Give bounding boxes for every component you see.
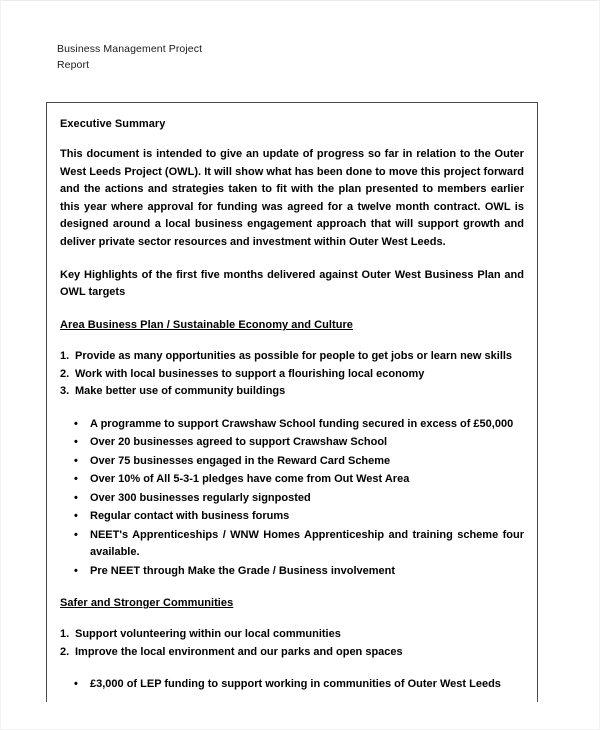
list-item-label: Provide as many opportunities as possible for people to get jobs or learn new skills: [75, 350, 513, 362]
section-heading-area-business-plan: Area Business Plan / Sustainable Economy and Culture: [60, 319, 353, 331]
list-item-label: Over 300 businesses regularly signposted: [90, 491, 311, 504]
numbered-list-safer-stronger-communities: [60, 626, 524, 661]
list-item-label: Work with local businesses to support a flourishing local economy: [75, 367, 425, 380]
list-item: [60, 508, 524, 526]
document-header-line-1: Business Management Project: [57, 43, 203, 55]
bullet-icon: •: [74, 678, 78, 690]
bullet-icon: •: [74, 491, 78, 504]
list-item: [60, 434, 524, 452]
list-item-label: A programme to support Crawshaw School funding secured in excess of £50,000: [90, 417, 514, 430]
bullet-icon: •: [74, 564, 78, 577]
list-item-label: Over 10% of All 5-3-1 pledges have come from Out West Area: [90, 473, 410, 485]
bullet-list-safer-stronger-communities: [60, 676, 524, 694]
list-item: [60, 348, 524, 366]
list-item: [60, 416, 524, 434]
bullet-icon: •: [74, 473, 78, 485]
list-item-number: 2.: [60, 645, 70, 658]
list-item-label: NEET's Apprenticeships / WNW Homes Apprenticeship and training scheme four available.: [90, 528, 524, 558]
bullet-icon: •: [74, 528, 78, 541]
list-item-label: Over 20 businesses agreed to support Crawshaw School: [90, 436, 388, 448]
document-header-line-2: Report: [57, 59, 90, 71]
list-item-number: 2.: [60, 367, 70, 380]
bullet-icon: •: [74, 510, 78, 522]
list-item-number: 1.: [60, 628, 70, 640]
bullet-icon: •: [74, 436, 78, 448]
list-item-label: Improve the local environment and our parks and open spaces: [75, 645, 403, 658]
list-item-label: Over 75 businesses engaged in the Reward Card Scheme: [90, 454, 391, 467]
list-item-label: Pre NEET through Make the Grade / Business involvement: [90, 564, 396, 577]
list-item-number: 3.: [60, 385, 70, 397]
list-item-number: 1.: [60, 350, 70, 362]
list-item: [60, 490, 524, 508]
bullet-list-area-business-plan: [60, 416, 524, 581]
key-highlights-paragraph: Key Highlights of the first five months delivered against Outer West Business Plan and OWL targets: [60, 269, 524, 298]
executive-summary-heading: Executive Summary: [60, 118, 166, 130]
section-heading-safer-stronger-communities: Safer and Stronger Communities: [60, 597, 234, 609]
list-item: [60, 626, 524, 644]
bullet-icon: •: [74, 454, 78, 467]
executive-summary-paragraph: This document is intended to give an update of progress so far in relation to the Outer West Leeds Project (OWL). It will show what has been done to move this project forward and the actions and strategies taken to fit with the plan presented to members earlier this year where approval for funding was agreed for a twelve month contract. OWL is designed around a local business engagement approach that will support growth and deliver private sector resources and investment within Outer West Leeds.: [60, 148, 524, 248]
list-item: [60, 644, 524, 662]
bullet-icon: •: [74, 417, 78, 430]
document-content-box: [46, 102, 538, 702]
list-item-label: £3,000 of LEP funding to support working in communities of Outer West Leeds: [90, 678, 501, 690]
list-item-label: Regular contact with business forums: [90, 510, 290, 522]
list-item: [60, 383, 524, 401]
list-item: [60, 453, 524, 471]
list-item: [60, 471, 524, 489]
list-item-label: Support volunteering within our local communities: [75, 628, 341, 640]
list-item: [60, 366, 524, 384]
list-item: [60, 527, 524, 562]
document-header: [57, 41, 357, 73]
list-item-label: Make better use of community buildings: [75, 385, 286, 397]
list-item: [60, 676, 524, 694]
numbered-list-area-business-plan: [60, 348, 524, 401]
list-item: [60, 563, 524, 581]
